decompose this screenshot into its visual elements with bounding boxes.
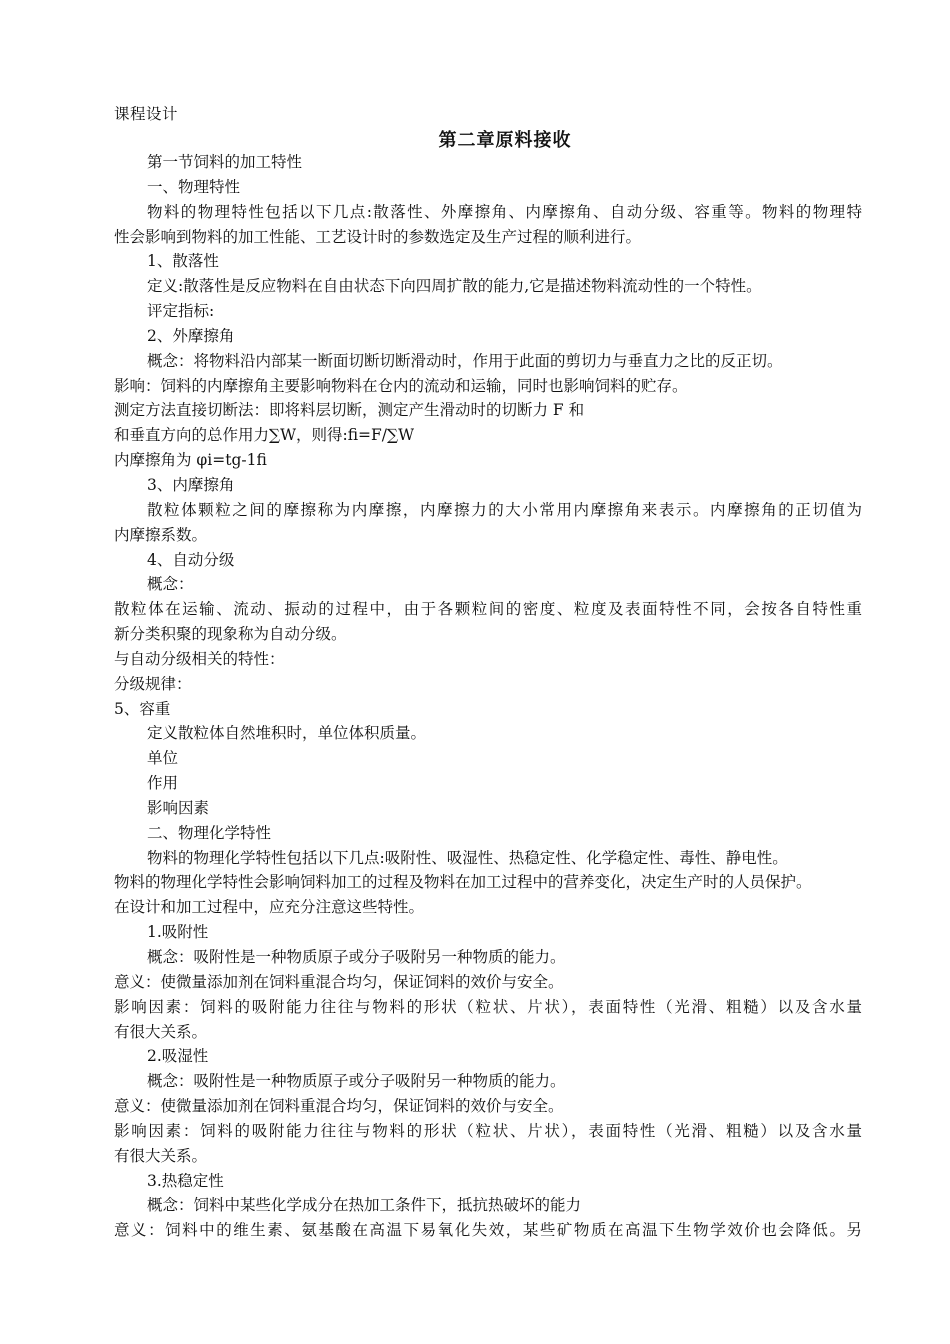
paragraph-line: 物料的物理化学特性包括以下几点:吸附性、吸湿性、热稳定性、化学稳定性、毒性、静电性。 <box>147 848 788 867</box>
paragraph-line: 概念：将物料沿内部某一断面切断切断滑动时，作用于此面的剪切力与垂直力之比的反正切。 <box>147 351 783 370</box>
paragraph-line: 有很大关系。 <box>114 1146 208 1165</box>
item-heading: 2.吸湿性 <box>147 1047 209 1066</box>
item-heading: 3.热稳定性 <box>147 1171 224 1190</box>
paragraph-line: 单位 <box>147 749 179 768</box>
subsection-heading: 一、物理特性 <box>147 177 241 196</box>
item-heading: 3、内摩擦角 <box>147 475 235 494</box>
paragraph-line: 意义：饲料中的维生素、氨基酸在高温下易氧化失效，某些矿物质在高温下生物学效价也会降低。另 <box>114 1221 862 1240</box>
paragraph-line: 影响因素：饲料的吸附能力往往与物料的形状（粒状、片状），表面特性（光滑、粗糙）以及含水量 <box>114 997 862 1016</box>
document-body <box>114 150 862 1243</box>
formula-line: 内摩擦角为 φi=tg-1fi <box>114 451 267 470</box>
item-heading: 4、自动分级 <box>147 550 235 569</box>
paragraph-line: 与自动分级相关的特性： <box>114 649 285 668</box>
paragraph-line: 散粒体颗粒之间的摩擦称为内摩擦，内摩擦力的大小常用内摩擦角来表示。内摩擦角的正切值为 <box>147 500 862 519</box>
paragraph-line: 物料的物理化学特性会影响饲料加工的过程及物料在加工过程中的营养变化，决定生产时的人员保护。 <box>114 873 812 892</box>
item-heading: 5、容重 <box>114 699 171 718</box>
paragraph-line: 影响因素 <box>147 798 210 817</box>
page-header: 课程设计 <box>114 105 179 123</box>
paragraph-line: 在设计和加工过程中，应充分注意这些特性。 <box>114 898 425 917</box>
paragraph-line: 新分类积聚的现象称为自动分级。 <box>114 625 347 644</box>
paragraph-line: 概念： <box>147 575 194 594</box>
paragraph-line: 概念：吸附性是一种物质原子或分子吸附另一种物质的能力。 <box>147 1072 566 1091</box>
section-heading: 第一节饲料的加工特性 <box>147 153 303 171</box>
paragraph-line: 概念：吸附性是一种物质原子或分子吸附另一种物质的能力。 <box>147 948 566 966</box>
paragraph-line: 影响：饲料的内摩擦角主要影响物料在仓内的流动和运输，同时也影响饲料的贮存。 <box>114 376 688 395</box>
item-heading: 2、外摩擦角 <box>147 326 235 345</box>
paragraph-line: 意义：使微量添加剂在饲料重混合均匀，保证饲料的效价与安全。 <box>114 972 564 991</box>
item-heading: 1、散落性 <box>147 252 219 271</box>
paragraph-line: 评定指标: <box>147 302 215 321</box>
chapter-title: 第二章原料接收 <box>438 130 572 151</box>
paragraph-line: 作用 <box>147 774 179 793</box>
formula-line: 和垂直方向的总作用力∑W，则得:fi=F/∑W <box>114 426 415 445</box>
paragraph-line: 有很大关系。 <box>114 1022 208 1041</box>
paragraph-line: 性会影响到物料的加工性能、工艺设计时的参数选定及生产过程的顺利进行。 <box>114 227 642 246</box>
subsection-heading: 二、物理化学特性 <box>147 823 272 842</box>
paragraph-line: 测定方法直接切断法：即将料层切断，测定产生滑动时的切断力 F 和 <box>114 401 585 420</box>
paragraph-line: 意义：使微量添加剂在饲料重混合均匀，保证饲料的效价与安全。 <box>114 1097 564 1116</box>
paragraph-line: 物料的物理特性包括以下几点:散落性、外摩擦角、内摩擦角、自动分级、容重等。物料的物理特 <box>147 202 862 221</box>
paragraph-line: 概念：饲料中某些化学成分在热加工条件下，抵抗热破坏的能力 <box>147 1196 582 1215</box>
paragraph-line: 影响因素：饲料的吸附能力往往与物料的形状（粒状、片状），表面特性（光滑、粗糙）以及含水量 <box>114 1121 862 1140</box>
paragraph-line: 定义:散落性是反应物料在自由状态下向四周扩散的能力,它是描述物料流动性的一个特性。 <box>147 277 762 296</box>
item-heading: 1.吸附性 <box>147 923 209 942</box>
paragraph-line: 散粒体在运输、流动、振动的过程中，由于各颗粒间的密度、粒度及表面特性不同，会按各自特性重 <box>114 600 862 619</box>
paragraph-line: 分级规律： <box>114 674 192 693</box>
paragraph-line: 定义散粒体自然堆积时，单位体积质量。 <box>147 724 427 743</box>
paragraph-line: 内摩擦系数。 <box>114 525 208 544</box>
